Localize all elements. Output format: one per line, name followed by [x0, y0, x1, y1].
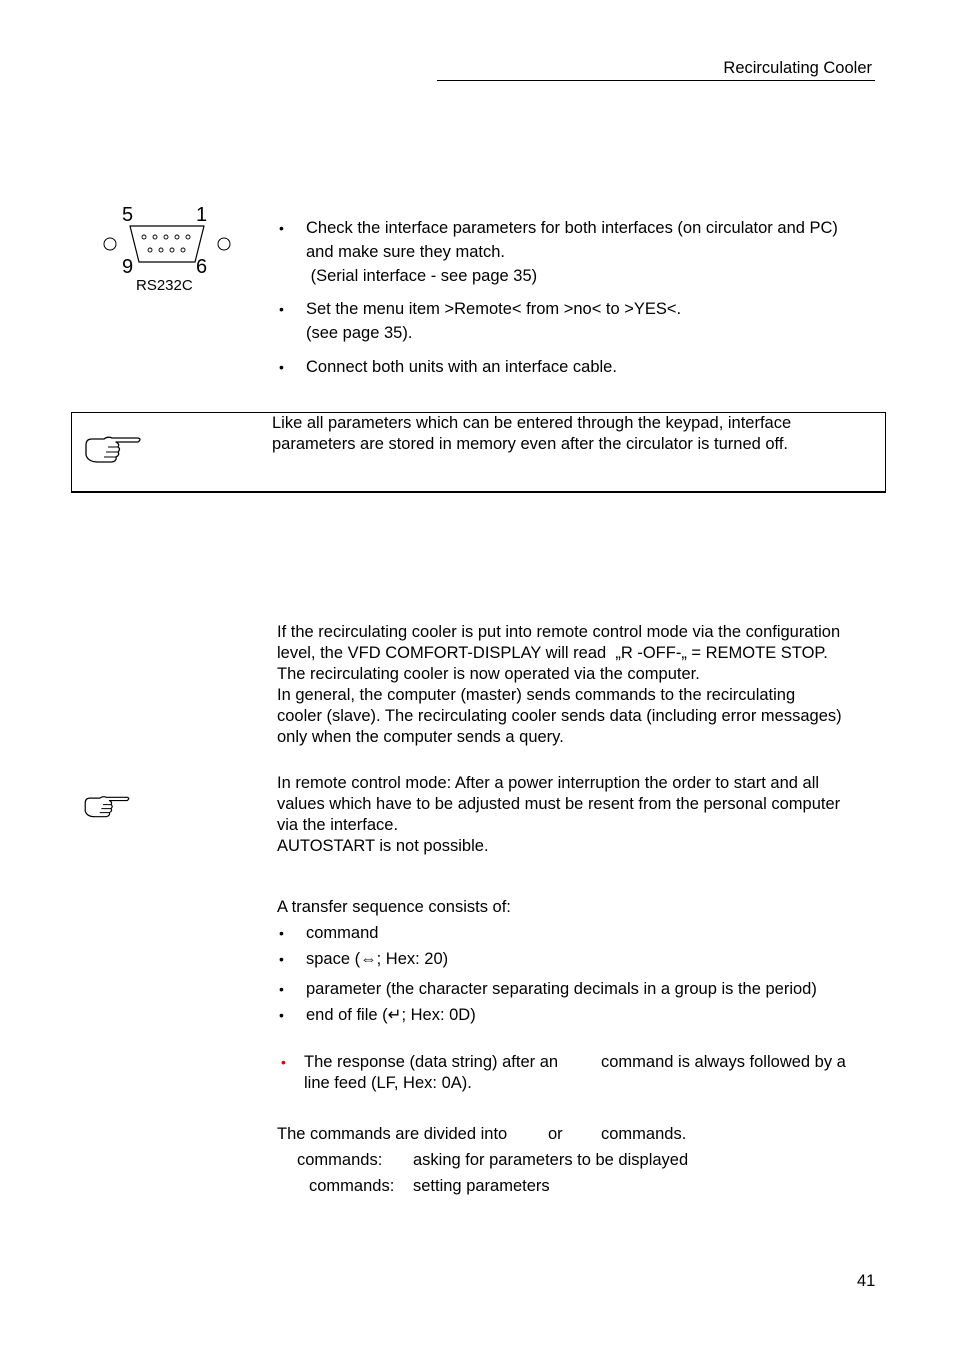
list-item: Connect both units with an interface cable.: [306, 358, 617, 376]
list-item: parameter (the character separating decimals in a group is the period): [306, 980, 817, 998]
bullet: •: [279, 925, 284, 941]
pointing-hand-icon: [82, 792, 132, 822]
paragraph-line: via the interface.: [277, 816, 399, 834]
command-type-label: commands:: [297, 1151, 383, 1169]
pin-label-6: 6: [196, 256, 208, 278]
list-item: Set the menu item >Remote< from >no< to >YES<.: [306, 300, 682, 318]
paragraph-line: only when the computer sends a query.: [277, 728, 564, 746]
paragraph-line: values which have to be adjusted must be resent from the personal computer: [277, 795, 841, 813]
command-type-desc: asking for parameters to be displayed: [413, 1151, 689, 1169]
command-type-label: commands:: [309, 1177, 395, 1195]
bullet: •: [279, 220, 284, 236]
bullet: •: [279, 1007, 284, 1023]
running-header: Recirculating Cooler: [723, 59, 872, 77]
pin-label-1: 1: [196, 204, 208, 226]
commands-intro: commands.: [601, 1125, 687, 1143]
commands-intro: or: [548, 1125, 563, 1143]
connector-label: RS232C: [136, 277, 193, 294]
sequence-intro: A transfer sequence consists of:: [277, 898, 511, 916]
list-item: (see page 35).: [306, 324, 413, 342]
paragraph-line: In remote control mode: After a power interruption the order to start and all: [277, 774, 820, 792]
bullet: •: [279, 981, 284, 997]
pin-label-9: 9: [122, 256, 134, 278]
header-rule: [437, 80, 875, 81]
list-item: (Serial interface - see page 35): [306, 267, 538, 285]
note-text: Like all parameters which can be entered through the keypad, interface: [272, 414, 792, 432]
list-item: command: [306, 924, 379, 942]
bullet: •: [279, 301, 284, 317]
note-text: parameters are stored in memory even after the circulator is turned off.: [272, 435, 789, 453]
list-item: space (⇔; Hex: 20): [306, 950, 449, 968]
list-item: end of file (↵; Hex: 0D): [306, 1006, 476, 1024]
paragraph-line: level, the VFD COMFORT-DISPLAY will read „R -OFF-„ = REMOTE STOP.: [277, 644, 828, 662]
bullet: •: [279, 951, 284, 967]
response-line: command is always followed by a: [601, 1053, 846, 1071]
list-item: Check the interface parameters for both interfaces (on circulator and PC): [306, 219, 838, 237]
pointing-hand-icon: [82, 433, 144, 467]
paragraph-line: If the recirculating cooler is put into remote control mode via the configuration: [277, 623, 841, 641]
paragraph-line: The recirculating cooler is now operated via the computer.: [277, 665, 700, 683]
response-line: line feed (LF, Hex: 0A).: [304, 1074, 472, 1092]
pin-label-5: 5: [122, 204, 134, 226]
red-bullet: •: [281, 1054, 286, 1070]
paragraph-line: In general, the computer (master) sends commands to the recirculating: [277, 686, 796, 704]
command-type-desc: setting parameters: [413, 1177, 550, 1195]
bullet: •: [279, 359, 284, 375]
paragraph-line: cooler (slave). The recirculating cooler sends data (including error messages): [277, 707, 842, 725]
rs232-connector-figure: [100, 204, 240, 299]
paragraph-line: AUTOSTART is not possible.: [277, 837, 489, 855]
list-item: and make sure they match.: [306, 243, 506, 261]
response-line: The response (data string) after an: [304, 1053, 559, 1071]
commands-intro: The commands are divided into: [277, 1125, 508, 1143]
page-number: 41: [857, 1272, 876, 1290]
